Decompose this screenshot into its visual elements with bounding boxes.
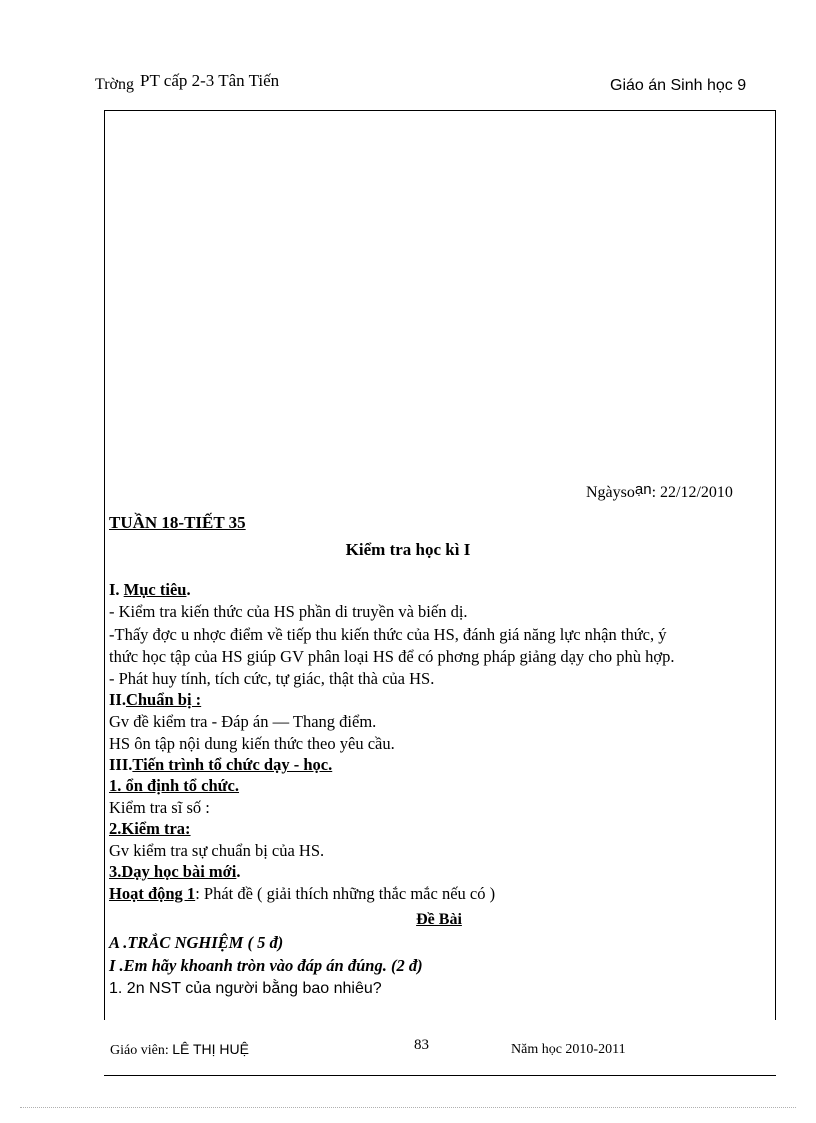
question-1: 1. 2n NST của người bằng bao nhiêu? [109, 980, 382, 997]
footer-rule [104, 1075, 776, 1076]
section-1-heading: I. Mục tiêu. [109, 580, 191, 599]
page-title: Kiểm tra học kì I [345, 540, 471, 559]
section-3-2-heading: 2.Kiểm tra: [109, 819, 191, 838]
frame-top-border [104, 110, 776, 111]
section-3-3-heading: 3.Dạy học bài mới. [109, 862, 241, 881]
activity-1: Hoạt động 1: Phát đề ( giải thích những thắc mắc nếu có ) [109, 884, 496, 903]
week-period: TUẦN 18-TIẾT 35 [109, 513, 246, 532]
frame-right-border [775, 110, 776, 1020]
frame-left-border [104, 110, 105, 1020]
section-2-line-1: Gv đề kiểm tra - Đáp án — Thang điểm. [109, 712, 377, 731]
section-2-line-2: HS ôn tập nội dung kiến thức theo yêu cầu. [109, 734, 395, 753]
footer-teacher: Giáo viên: LÊ THỊ HUỆ [110, 1041, 249, 1058]
footer-school-year: Năm học 2010-2011 [511, 1042, 626, 1057]
section-3-1-heading: 1. ổn định tổ chức. [109, 776, 240, 795]
section-1-line-4: - Phát huy tính, tích cức, tự giác, thật thà của HS. [109, 669, 435, 688]
section-1-line-1: - Kiểm tra kiến thức của HS phần di truyền và biến dị. [109, 602, 468, 621]
header-label: Trờng [95, 76, 134, 93]
section-2-heading: II.Chuẩn bị : [109, 690, 202, 709]
de-bai-heading: Đề Bài [416, 911, 462, 928]
lesson-date: Ngàysoạn: 22/12/2010 [586, 481, 733, 501]
section-1-line-2: -Thấy đợc u nhợc điểm về tiếp thu kiến thức của HS, đánh giá năng lực nhận thức, ý [109, 625, 667, 644]
section-3-heading: III.Tiến trình tổ chức dạy - học. [109, 755, 333, 774]
school-name: PT cấp 2-3 Tân Tiến [140, 71, 280, 90]
header-subject: Giáo án Sinh học 9 [610, 77, 747, 94]
page-number: 83 [414, 1037, 429, 1053]
part-a-heading: A .TRẮC NGHIỆM ( 5 đ) [109, 933, 284, 952]
section-3-2-line: Gv kiểm tra sự chuẩn bị của HS. [109, 841, 325, 860]
part-a-i-heading: I .Em hãy khoanh tròn vào đáp án đúng. (2 đ) [109, 956, 423, 975]
section-1-line-3: thức học tập của HS giúp GV phân loại HS để có phơng pháp giảng dạy cho phù hợp. [109, 647, 675, 666]
header-school [95, 71, 280, 94]
section-3-1-line: Kiểm tra sĩ số : [109, 798, 210, 817]
page-bottom-dotted-line [20, 1107, 796, 1108]
